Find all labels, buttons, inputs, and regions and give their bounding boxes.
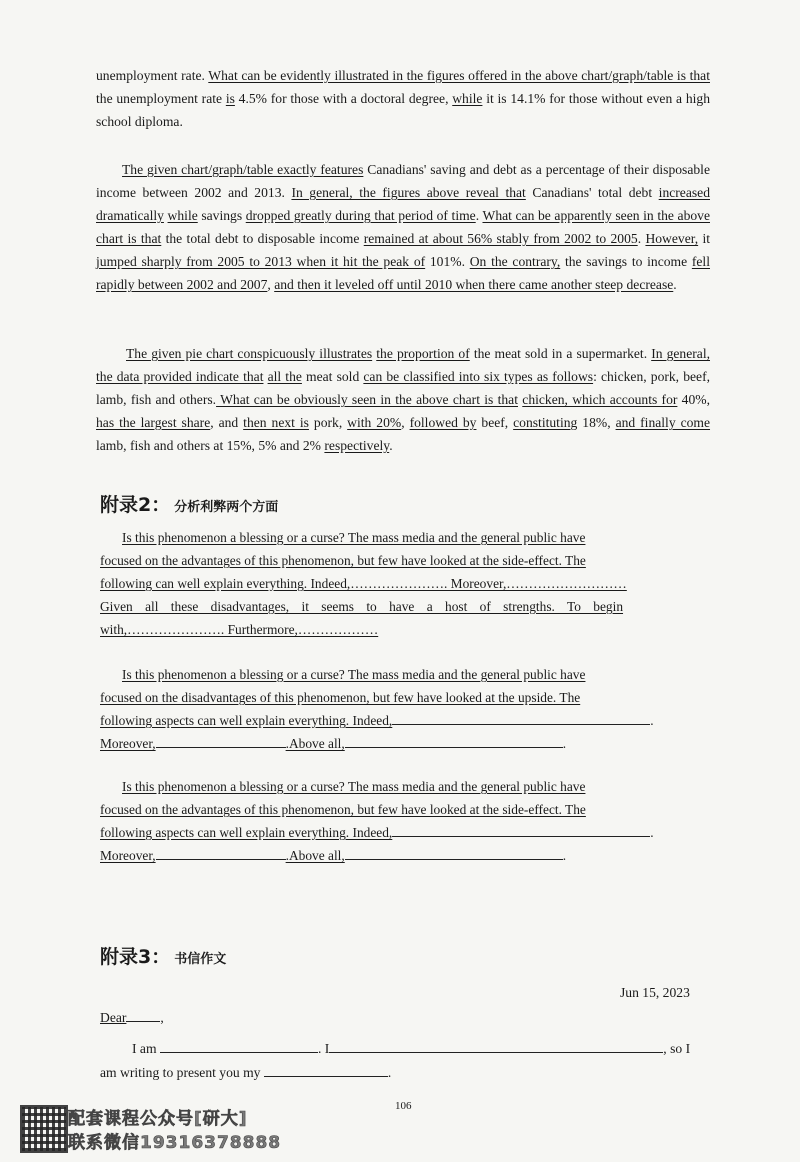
letter-line-1: I am . I , so I (132, 1038, 690, 1057)
template-pros-cons-1: Is this phenomenon a blessing or a curse? The mass media and the general public have focused on the advantages of this phenomenon, but few have looked at the side-effect. The following can well explain everything. Indeed,…………………. Moreover,……………………… Given all these disadvantages, it seems to have a host of strengths. To begin with,…………………. Furthermore,……………… (100, 530, 627, 637)
paragraph-canadian-debt: The given chart/graph/table exactly features Canadians' saving and debt as a percentage of their disposable income between 2002 and 2013. In general, the figures above reveal that Canadians' total debt increased dramatically while savings dropped greatly during that period of time. What can be apparently seen in the above chart is that the total debt to disposable income remained at about 56% stably from 2002 to 2005. However, it jumped sharply from 2005 to 2013 when it hit the peak of 101%. On the contrary, the savings to income fell rapidly between 2002 and 2007, and then it leveled off until 2010 when there came another steep decrease. (96, 162, 711, 292)
paragraph-meat-pie-chart: The given pie chart conspicuously illustrates the proportion of the meat sold in a supermarket. In general, the data provided indicate that all the meat sold can be classified into six types as follows: chicken, pork, beef, lamb, fish and others. What can be obviously seen in the above chart is that chicken, which accounts for 40%, has the largest share, and then next is pork, with 20%, followed by beef, constituting 18%, and finally come lamb, fish and others at 15%, 5% and 2% respectively. (96, 346, 711, 453)
appendix-2-heading: 附录2： 分析利弊两个方面 (100, 494, 279, 516)
letter-salutation: Dear , (100, 1007, 164, 1026)
fill-blank[interactable] (160, 1038, 318, 1053)
fill-blank[interactable] (345, 845, 563, 860)
appendix-3-heading: 附录3： 书信作文 (100, 946, 227, 968)
promo-line-1: 配套课程公众号[研大] (68, 1109, 248, 1129)
paragraph-unemployment: unemployment rate. What can be evidently illustrated in the figures offered in the above chart/graph/table is that the unemployment rate is 4.5% for those with a doctoral degree, while it is 14.1% for those without even a high school diploma. (96, 68, 710, 129)
fill-blank[interactable] (156, 845, 286, 860)
letter-line-2: am writing to present you my . (100, 1062, 391, 1081)
template-pros-cons-2: Is this phenomenon a blessing or a curse? The mass media and the general public have focused on the disadvantages of this phenomenon, but few have looked at the upside. The following aspects can well explain everything. Indeed, . Moreover, .Above all, . (100, 667, 654, 751)
letter-date: Jun 15, 2023 (620, 985, 690, 1000)
fill-blank[interactable] (264, 1062, 388, 1077)
fill-blank[interactable] (345, 733, 563, 748)
fill-blank[interactable] (126, 1007, 160, 1022)
fill-blank[interactable] (156, 733, 286, 748)
template-pros-cons-3: Is this phenomenon a blessing or a curse? The mass media and the general public have focused on the advantages of this phenomenon, but few have looked at the side-effect. The following aspects can well explain everything. Indeed, . Moreover, .Above all, . (100, 779, 654, 863)
promo-line-2: 联系微信19316378888 (68, 1133, 282, 1153)
fill-blank[interactable] (392, 822, 650, 837)
page-number: 106 (395, 1100, 412, 1112)
fill-blank[interactable] (329, 1038, 663, 1053)
fill-blank[interactable] (392, 710, 650, 725)
qr-code-icon (20, 1105, 68, 1153)
